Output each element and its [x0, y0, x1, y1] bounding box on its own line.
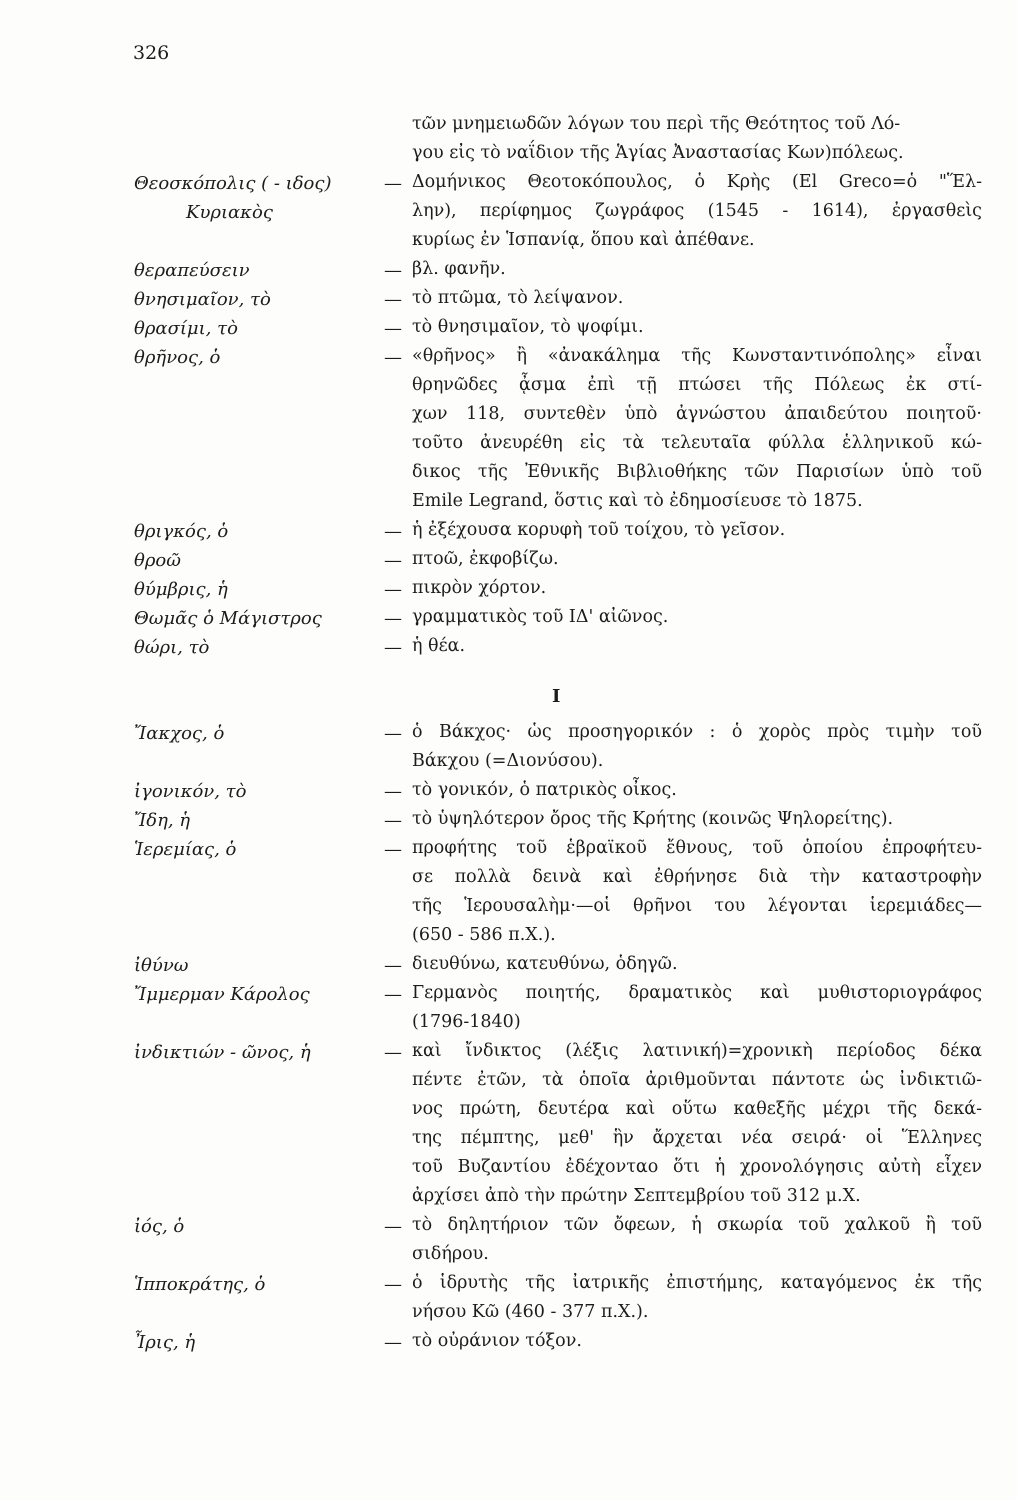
entry-dash: —: [384, 289, 402, 310]
entry-dash: —: [384, 1042, 402, 1063]
entry-definition-line: σιδήρου.: [412, 1244, 489, 1264]
entry-dash: —: [384, 608, 402, 629]
entry-term: ἰθύνω: [134, 955, 189, 976]
entry-dash: —: [384, 839, 402, 860]
entry-definition-line: δικος τῆς Ἐθνικῆς Βιβλιοθήκης τῶν Παρισίων ὑπὸ τοῦ: [412, 462, 982, 482]
entry-definition-line: (650 - 586 π.Χ.).: [412, 925, 556, 945]
entry-definition-line: τὸ οὐράνιον τόξον.: [412, 1331, 582, 1351]
entry-definition-line: τὸ θνησιμαῖον, τὸ ψοφίμι.: [412, 317, 644, 337]
entry-term: θνησιμαῖον, τὸ: [134, 289, 271, 310]
entry-definition-line: (1796-1840): [412, 1012, 521, 1032]
entry-term: Θεοσκόπολις ( - ιδος): [134, 173, 332, 194]
entry-definition-line: χων 118, συντεθὲν ὑπὸ ἀγνώστου ἀπαιδεύτου ποιητοῦ·: [412, 404, 982, 424]
entry-dash: —: [384, 984, 402, 1005]
entry-definition-line: «θρῆνος» ἢ «ἀνακάλημα τῆς Κωνσταντινόπολης» εἶναι: [412, 346, 982, 366]
entry-term: θρασίμι, τὸ: [134, 318, 238, 339]
entry-definition-line: Γερμανὸς ποιητής, δραματικὸς καὶ μυθιστοριογράφος: [412, 983, 982, 1003]
entry-definition-line: πτοῶ, ἐκφοβίζω.: [412, 549, 559, 569]
entry-term: ἰγονικόν, τὸ: [134, 781, 247, 802]
entry-term: ἰός, ὁ: [134, 1216, 185, 1237]
entry-definition-line: ἀρχίσει ἀπὸ τὴν πρώτην Σεπτεμβρίου τοῦ 312 μ.Χ.: [412, 1186, 861, 1206]
entry-definition-line: τῆς Ἱερουσαλὴμ·—οἱ θρῆνοι του λέγονται ἱερεμιάδες—: [412, 896, 982, 916]
entry-definition-line: τὸ ὑψηλότερον ὄρος τῆς Κρήτης (κοινῶς Ψηλορείτης).: [412, 809, 894, 829]
entry-term: ἰνδικτιών - ῶνος, ἡ: [134, 1042, 311, 1063]
entry-definition-line: κυρίως ἐν Ἱσπανίᾳ, ὅπου καὶ ἀπέθανε.: [412, 230, 755, 250]
entry-dash: —: [384, 955, 402, 976]
entry-definition-line: πικρὸν χόρτον.: [412, 578, 547, 598]
entry-definition-line: της πέμπτης, μεθ' ἣν ἄρχεται νέα σειρά· οἱ Ἕλληνες: [412, 1128, 982, 1148]
entry-definition-line: τὸ δηλητήριον τῶν ὄφεων, ἡ σκωρία τοῦ χαλκοῦ ἢ τοῦ: [412, 1215, 982, 1235]
entry-dash: —: [384, 637, 402, 658]
entry-definition-line: σε πολλὰ δεινὰ καὶ ἐθρήνησε διὰ τὴν καταστροφὴν: [412, 867, 982, 887]
entry-definition-line: τὸ γονικόν, ὁ πατρικὸς οἶκος.: [412, 780, 677, 800]
entry-term: θώρι, τὸ: [134, 637, 210, 658]
entry-term: Ἱπποκράτης, ὁ: [134, 1274, 266, 1295]
entry-definition-line: νος πρώτη, δευτέρα καὶ οὕτω καθεξῆς μέχρι τῆς δεκά-: [412, 1099, 982, 1119]
entry-definition-line: Δομήνικος Θεοτοκόπουλος, ὁ Κρὴς (El Greco=ὁ "Ἕλ-: [412, 172, 982, 192]
entry-definition-line: Βάκχου (=Διονύσου).: [412, 751, 604, 771]
section-letter: Ι: [552, 686, 561, 707]
entry-term: θριγκός, ὁ: [134, 521, 229, 542]
entry-dash: —: [384, 723, 402, 744]
entry-term: θύμβρις, ἡ: [134, 579, 228, 600]
entry-definition-line: θρηνῶδες ᾆσμα ἐπὶ τῇ πτώσει τῆς Πόλεως ἐκ στί-: [412, 375, 982, 395]
entry-definition-line: γραμματικὸς τοῦ ΙΔ' αἰῶνος.: [412, 607, 669, 627]
entry-dash: —: [384, 810, 402, 831]
entry-term: Ἴακχος, ὁ: [134, 723, 225, 744]
entry-definition-line: βλ. φανῆν.: [412, 259, 506, 279]
entry-term: θεραπεύσειν: [134, 260, 250, 281]
intro-line: γου εἰς τὸ ναΐδιον τῆς Ἁγίας Ἀναστασίας Κων)πόλεως.: [412, 143, 904, 163]
entry-definition-line: τοῦτο ἀνευρέθη εἰς τὰ τελευταῖα φύλλα ἑλληνικοῦ κώ-: [412, 433, 982, 453]
entry-dash: —: [384, 347, 402, 368]
entry-dash: —: [384, 1274, 402, 1295]
entry-term: Ἱερεμίας, ὁ: [134, 839, 237, 860]
entry-term: Θωμᾶς ὁ Μάγιστρος: [134, 608, 322, 629]
entry-definition-line: τοῦ Βυζαντίου ἐδέχονταο ὅτι ἡ χρονολόγησις αὐτὴ εἶχεν: [412, 1157, 982, 1177]
entry-term: θρῆνος, ὁ: [134, 347, 221, 368]
entry-definition-line: λην), περίφημος ζωγράφος (1545 - 1614), ἐργασθεὶς: [412, 201, 982, 221]
entry-dash: —: [384, 318, 402, 339]
entry-term: Ἴμμερμαν Κάρολος: [134, 984, 310, 1005]
entry-definition-line: ὁ Βάκχος· ὡς προσηγορικόν : ὁ χορὸς πρὸς τιμὴν τοῦ: [412, 722, 982, 742]
entry-definition-line: νήσου Κῶ (460 - 377 π.Χ.).: [412, 1302, 649, 1322]
page-number: 326: [133, 42, 170, 64]
intro-line: τῶν μνημειωδῶν λόγων του περὶ τῆς Θεότητος τοῦ Λό-: [412, 114, 901, 134]
entry-dash: —: [384, 579, 402, 600]
entry-dash: —: [384, 173, 402, 194]
entry-definition-line: τὸ πτῶμα, τὸ λείψανον.: [412, 288, 624, 308]
entry-term-secondary: Κυριακὸς: [186, 202, 273, 223]
entry-definition-line: Emile Legrand, ὅστις καὶ τὸ ἐδημοσίευσε τὸ 1875.: [412, 491, 863, 511]
entry-term: θρoῶ: [134, 550, 181, 571]
entry-definition-line: ἡ θέα.: [412, 636, 466, 656]
entry-definition-line: ἡ ἐξέχουσα κορυφὴ τοῦ τοίχου, τὸ γεῖσον.: [412, 520, 786, 540]
entry-dash: —: [384, 781, 402, 802]
entry-dash: —: [384, 1216, 402, 1237]
entry-definition-line: διευθύνω, κατευθύνω, ὁδηγῶ.: [412, 954, 678, 974]
entry-dash: —: [384, 521, 402, 542]
entry-dash: —: [384, 1332, 402, 1353]
entry-dash: —: [384, 260, 402, 281]
entry-definition-line: πέντε ἐτῶν, τὰ ὁποῖα ἀριθμοῦνται πάντοτε ὡς ἰνδικτιῶ-: [412, 1070, 982, 1090]
entry-definition-line: καὶ ἴνδικτος (λέξις λατινική)=χρονικὴ περίοδος δέκα: [412, 1041, 982, 1061]
entry-term: Ἴδη, ἡ: [134, 810, 191, 831]
entry-definition-line: ὁ ἱδρυτὴς τῆς ἰατρικῆς ἐπιστήμης, καταγόμενος ἐκ τῆς: [412, 1273, 982, 1293]
entry-term: Ἶρις, ἡ: [134, 1332, 196, 1353]
entry-dash: —: [384, 550, 402, 571]
entry-definition-line: προφήτης τοῦ ἑβραϊκοῦ ἔθνους, τοῦ ὁποίου ἐπροφήτευ-: [412, 838, 982, 858]
